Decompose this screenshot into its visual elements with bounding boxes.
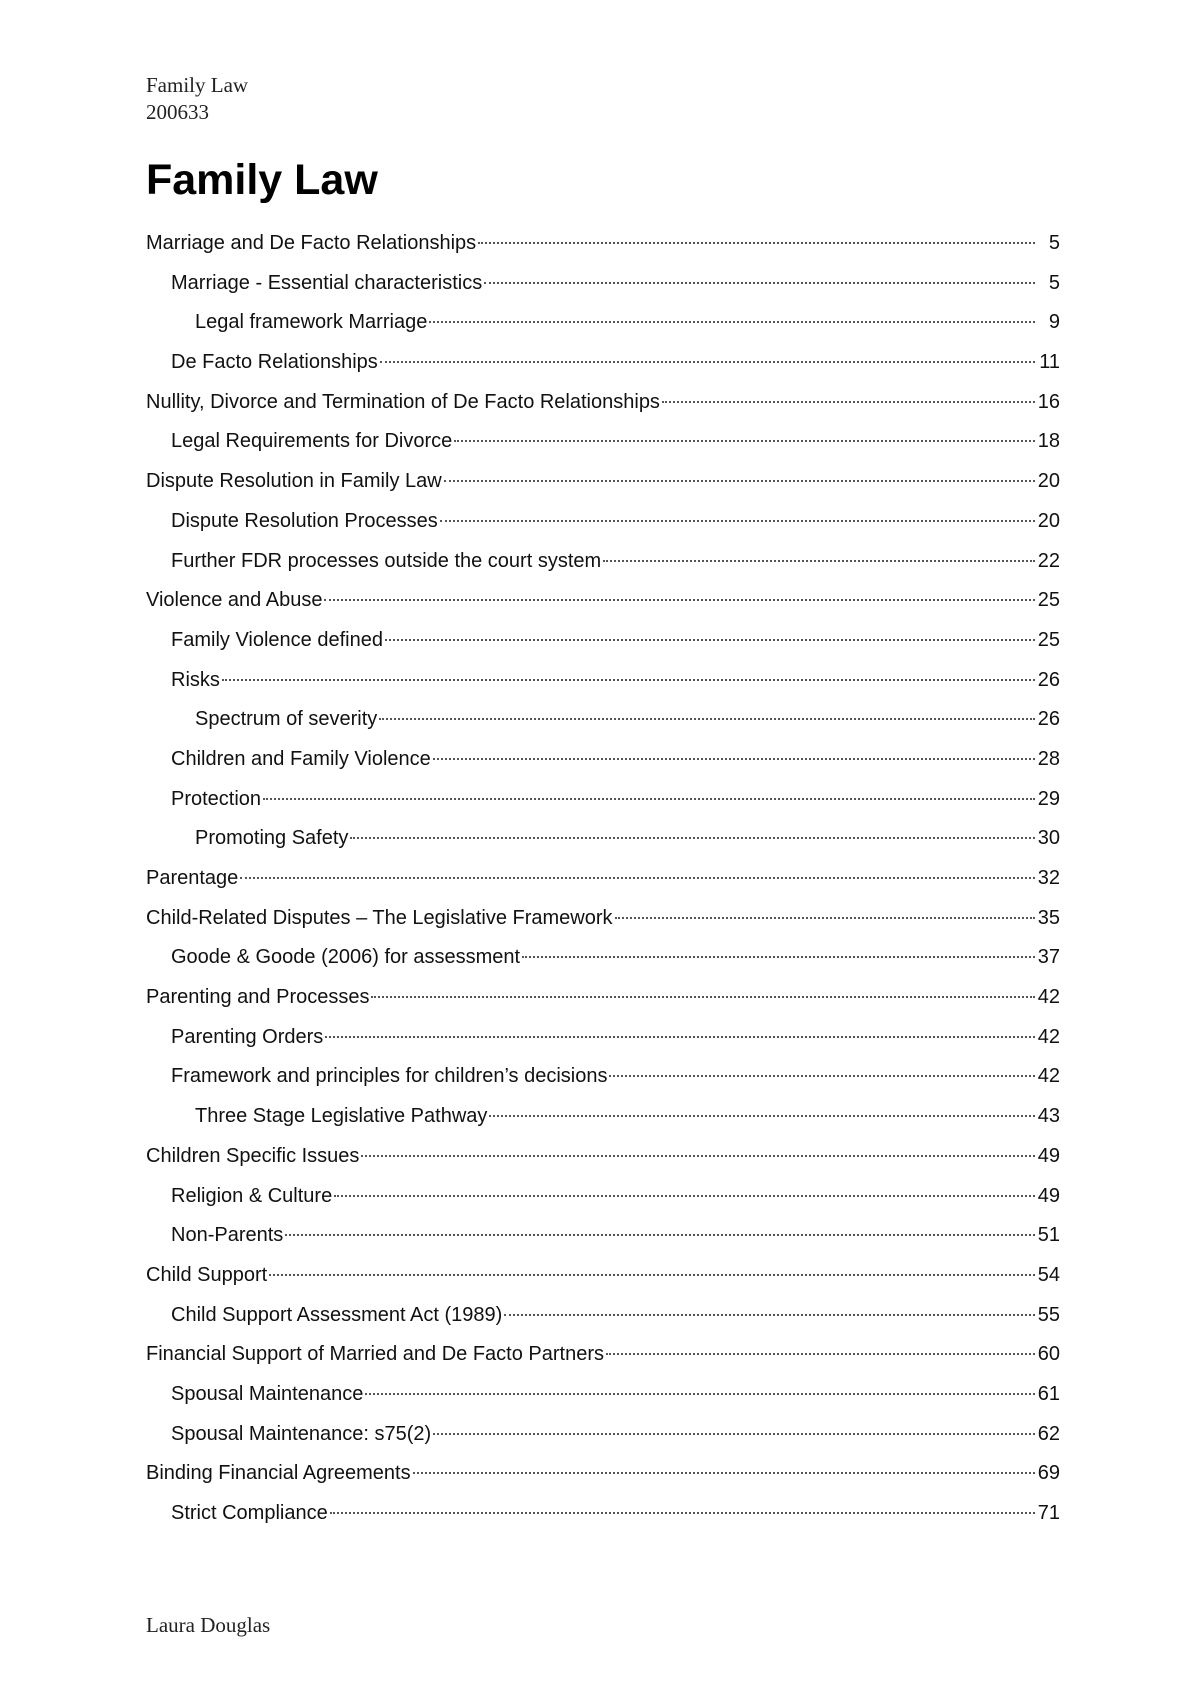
toc-entry-label: Religion & Culture bbox=[171, 1184, 333, 1207]
toc-entry-page-number: 61 bbox=[1037, 1382, 1060, 1405]
toc-dot-leader bbox=[413, 1472, 1035, 1474]
toc-dot-leader bbox=[263, 798, 1035, 800]
toc-dot-leader bbox=[609, 1075, 1034, 1077]
toc-dot-leader bbox=[615, 917, 1035, 919]
toc-entry-page-number: 35 bbox=[1037, 906, 1060, 929]
toc-entry-label: Marriage and De Facto Relationships bbox=[146, 232, 477, 254]
toc-dot-leader bbox=[433, 1433, 1035, 1435]
toc-entry[interactable] bbox=[146, 550, 1060, 590]
toc-dot-leader bbox=[330, 1512, 1035, 1514]
toc-entry-label: Goode & Goode (2006) for assessment bbox=[171, 946, 521, 969]
toc-dot-leader bbox=[484, 282, 1035, 284]
toc-dot-leader bbox=[440, 520, 1035, 522]
toc-entry[interactable] bbox=[146, 1462, 1060, 1502]
toc-entry[interactable] bbox=[146, 510, 1060, 550]
toc-entry[interactable] bbox=[146, 1343, 1060, 1383]
toc-entry-label: Parentage bbox=[146, 867, 239, 889]
toc-entry-label: Legal framework Marriage bbox=[195, 311, 428, 334]
toc-entry-page-number: 20 bbox=[1037, 470, 1060, 493]
toc-entry-label: Three Stage Legislative Pathway bbox=[195, 1105, 488, 1128]
footer-author: Laura Douglas bbox=[146, 1613, 271, 1637]
toc-entry-label: Family Violence defined bbox=[171, 628, 383, 651]
toc-entry[interactable] bbox=[146, 986, 1060, 1026]
toc-entry-page-number: 49 bbox=[1037, 1144, 1060, 1167]
toc-entry-page-number: 11 bbox=[1039, 351, 1060, 374]
toc-entry-page-number: 9 bbox=[1048, 311, 1060, 334]
toc-entry[interactable] bbox=[146, 470, 1060, 510]
toc-entry[interactable] bbox=[146, 430, 1060, 470]
toc-entry[interactable] bbox=[146, 907, 1060, 947]
header-course-code: 200633 bbox=[146, 100, 209, 124]
toc-entry-label: Nullity, Divorce and Termination of De Facto Relationships bbox=[146, 390, 660, 413]
toc-entry[interactable] bbox=[146, 788, 1060, 828]
document-title: Family Law bbox=[146, 156, 378, 204]
toc-entry[interactable] bbox=[146, 1026, 1060, 1066]
toc-dot-leader bbox=[433, 758, 1035, 760]
toc-entry-page-number: 29 bbox=[1037, 787, 1060, 810]
toc-entry-label: Child-Related Disputes – The Legislative Framework bbox=[146, 906, 613, 929]
toc-dot-leader bbox=[361, 1155, 1034, 1157]
toc-entry-page-number: 54 bbox=[1037, 1263, 1060, 1286]
toc-entry-page-number: 22 bbox=[1037, 549, 1060, 572]
toc-entry-label: Dispute Resolution Processes bbox=[171, 509, 438, 532]
toc-entry[interactable] bbox=[146, 1264, 1060, 1304]
toc-entry[interactable] bbox=[146, 1065, 1060, 1105]
toc-entry[interactable] bbox=[146, 1145, 1060, 1185]
toc-entry[interactable] bbox=[146, 708, 1060, 748]
toc-dot-leader bbox=[222, 679, 1035, 681]
toc-entry[interactable] bbox=[146, 867, 1060, 907]
toc-dot-leader bbox=[385, 639, 1035, 641]
toc-entry-label: Promoting Safety bbox=[195, 827, 349, 850]
toc-entry-label: Violence and Abuse bbox=[146, 589, 323, 612]
header-course-name: Family Law bbox=[146, 73, 249, 97]
toc-entry[interactable] bbox=[146, 1502, 1060, 1542]
toc-entry-page-number: 71 bbox=[1037, 1502, 1060, 1524]
toc-entry-label: Spousal Maintenance bbox=[171, 1382, 364, 1405]
toc-entry[interactable] bbox=[146, 748, 1060, 788]
toc-entry-label: Financial Support of Married and De Facto Partners bbox=[146, 1343, 604, 1366]
page-footer bbox=[146, 1612, 270, 1639]
toc-dot-leader bbox=[379, 718, 1034, 720]
page-header bbox=[146, 72, 248, 126]
toc-entry-label: Legal Requirements for Divorce bbox=[171, 430, 453, 453]
toc-entry[interactable] bbox=[146, 1304, 1060, 1344]
toc-entry-page-number: 69 bbox=[1037, 1462, 1060, 1485]
toc-entry-page-number: 43 bbox=[1037, 1105, 1060, 1128]
toc-entry-label: Framework and principles for children’s decisions bbox=[171, 1065, 608, 1088]
toc-entry-label: Strict Compliance bbox=[171, 1502, 328, 1524]
toc-entry-label: Further FDR processes outside the court system bbox=[171, 549, 602, 572]
toc-entry[interactable] bbox=[146, 589, 1060, 629]
toc-dot-leader bbox=[334, 1195, 1035, 1197]
toc-dot-leader bbox=[454, 440, 1035, 442]
toc-entry[interactable] bbox=[146, 669, 1060, 709]
toc-entry-page-number: 5 bbox=[1048, 232, 1060, 254]
toc-entry-page-number: 5 bbox=[1048, 271, 1060, 294]
toc-entry-page-number: 26 bbox=[1037, 668, 1060, 691]
toc-entry-page-number: 28 bbox=[1037, 747, 1060, 770]
toc-entry[interactable] bbox=[146, 1185, 1060, 1225]
table-of-contents bbox=[146, 232, 1060, 1542]
toc-entry-page-number: 42 bbox=[1037, 986, 1060, 1009]
toc-entry-page-number: 26 bbox=[1037, 708, 1060, 731]
toc-entry[interactable] bbox=[146, 946, 1060, 986]
toc-dot-leader bbox=[371, 996, 1034, 998]
toc-entry-label: Dispute Resolution in Family Law bbox=[146, 470, 442, 493]
toc-entry[interactable] bbox=[146, 232, 1060, 272]
toc-entry-page-number: 32 bbox=[1037, 867, 1060, 889]
toc-dot-leader bbox=[269, 1274, 1035, 1276]
toc-entry-page-number: 25 bbox=[1037, 628, 1060, 651]
toc-entry-page-number: 49 bbox=[1037, 1184, 1060, 1207]
toc-entry-page-number: 42 bbox=[1037, 1025, 1060, 1048]
toc-entry-label: Parenting Orders bbox=[171, 1025, 324, 1048]
toc-entry-page-number: 62 bbox=[1037, 1422, 1060, 1445]
toc-dot-leader bbox=[522, 956, 1035, 958]
toc-dot-leader bbox=[325, 1036, 1034, 1038]
toc-dot-leader bbox=[444, 480, 1035, 482]
toc-entry[interactable] bbox=[146, 1423, 1060, 1463]
toc-dot-leader bbox=[240, 877, 1034, 879]
toc-dot-leader bbox=[365, 1393, 1034, 1395]
toc-dot-leader bbox=[350, 837, 1034, 839]
toc-dot-leader bbox=[478, 242, 1035, 244]
toc-entry-page-number: 25 bbox=[1037, 589, 1060, 612]
toc-dot-leader bbox=[285, 1234, 1034, 1236]
toc-dot-leader bbox=[324, 599, 1034, 601]
toc-entry-label: Binding Financial Agreements bbox=[146, 1462, 411, 1485]
toc-dot-leader bbox=[504, 1314, 1034, 1316]
toc-entry-label: De Facto Relationships bbox=[171, 351, 378, 374]
toc-entry-label: Spousal Maintenance: s75(2) bbox=[171, 1422, 432, 1445]
toc-entry-label: Parenting and Processes bbox=[146, 986, 370, 1009]
toc-entry-label: Risks bbox=[171, 668, 220, 691]
toc-entry[interactable] bbox=[146, 827, 1060, 867]
toc-entry[interactable] bbox=[146, 272, 1060, 312]
toc-entry-label: Children Specific Issues bbox=[146, 1144, 360, 1167]
toc-dot-leader bbox=[429, 321, 1035, 323]
toc-entry-label: Spectrum of severity bbox=[195, 708, 378, 731]
toc-entry-page-number: 55 bbox=[1037, 1303, 1060, 1326]
toc-entry-page-number: 20 bbox=[1037, 509, 1060, 532]
toc-entry-page-number: 51 bbox=[1037, 1224, 1060, 1247]
toc-entry[interactable] bbox=[146, 351, 1060, 391]
toc-entry[interactable] bbox=[146, 629, 1060, 669]
toc-dot-leader bbox=[489, 1115, 1034, 1117]
toc-entry-page-number: 42 bbox=[1037, 1065, 1060, 1088]
toc-dot-leader bbox=[662, 401, 1035, 403]
toc-entry[interactable] bbox=[146, 1383, 1060, 1423]
toc-entry-page-number: 30 bbox=[1037, 827, 1060, 850]
toc-entry-label: Non-Parents bbox=[171, 1224, 284, 1247]
toc-entry[interactable] bbox=[146, 311, 1060, 351]
toc-entry-label: Child Support bbox=[146, 1263, 268, 1286]
toc-entry[interactable] bbox=[146, 1105, 1060, 1145]
toc-entry-label: Marriage - Essential characteristics bbox=[171, 271, 483, 294]
toc-entry[interactable] bbox=[146, 1224, 1060, 1264]
toc-entry-page-number: 18 bbox=[1037, 430, 1060, 453]
toc-entry-label: Child Support Assessment Act (1989) bbox=[171, 1303, 503, 1326]
toc-entry-label: Children and Family Violence bbox=[171, 747, 431, 770]
toc-dot-leader bbox=[380, 361, 1035, 363]
toc-dot-leader bbox=[606, 1353, 1035, 1355]
toc-entry-page-number: 16 bbox=[1037, 390, 1060, 413]
toc-dot-leader bbox=[603, 560, 1035, 562]
toc-entry-page-number: 37 bbox=[1037, 946, 1060, 969]
toc-entry-page-number: 60 bbox=[1037, 1343, 1060, 1366]
toc-entry[interactable] bbox=[146, 391, 1060, 431]
toc-entry-label: Protection bbox=[171, 787, 262, 810]
